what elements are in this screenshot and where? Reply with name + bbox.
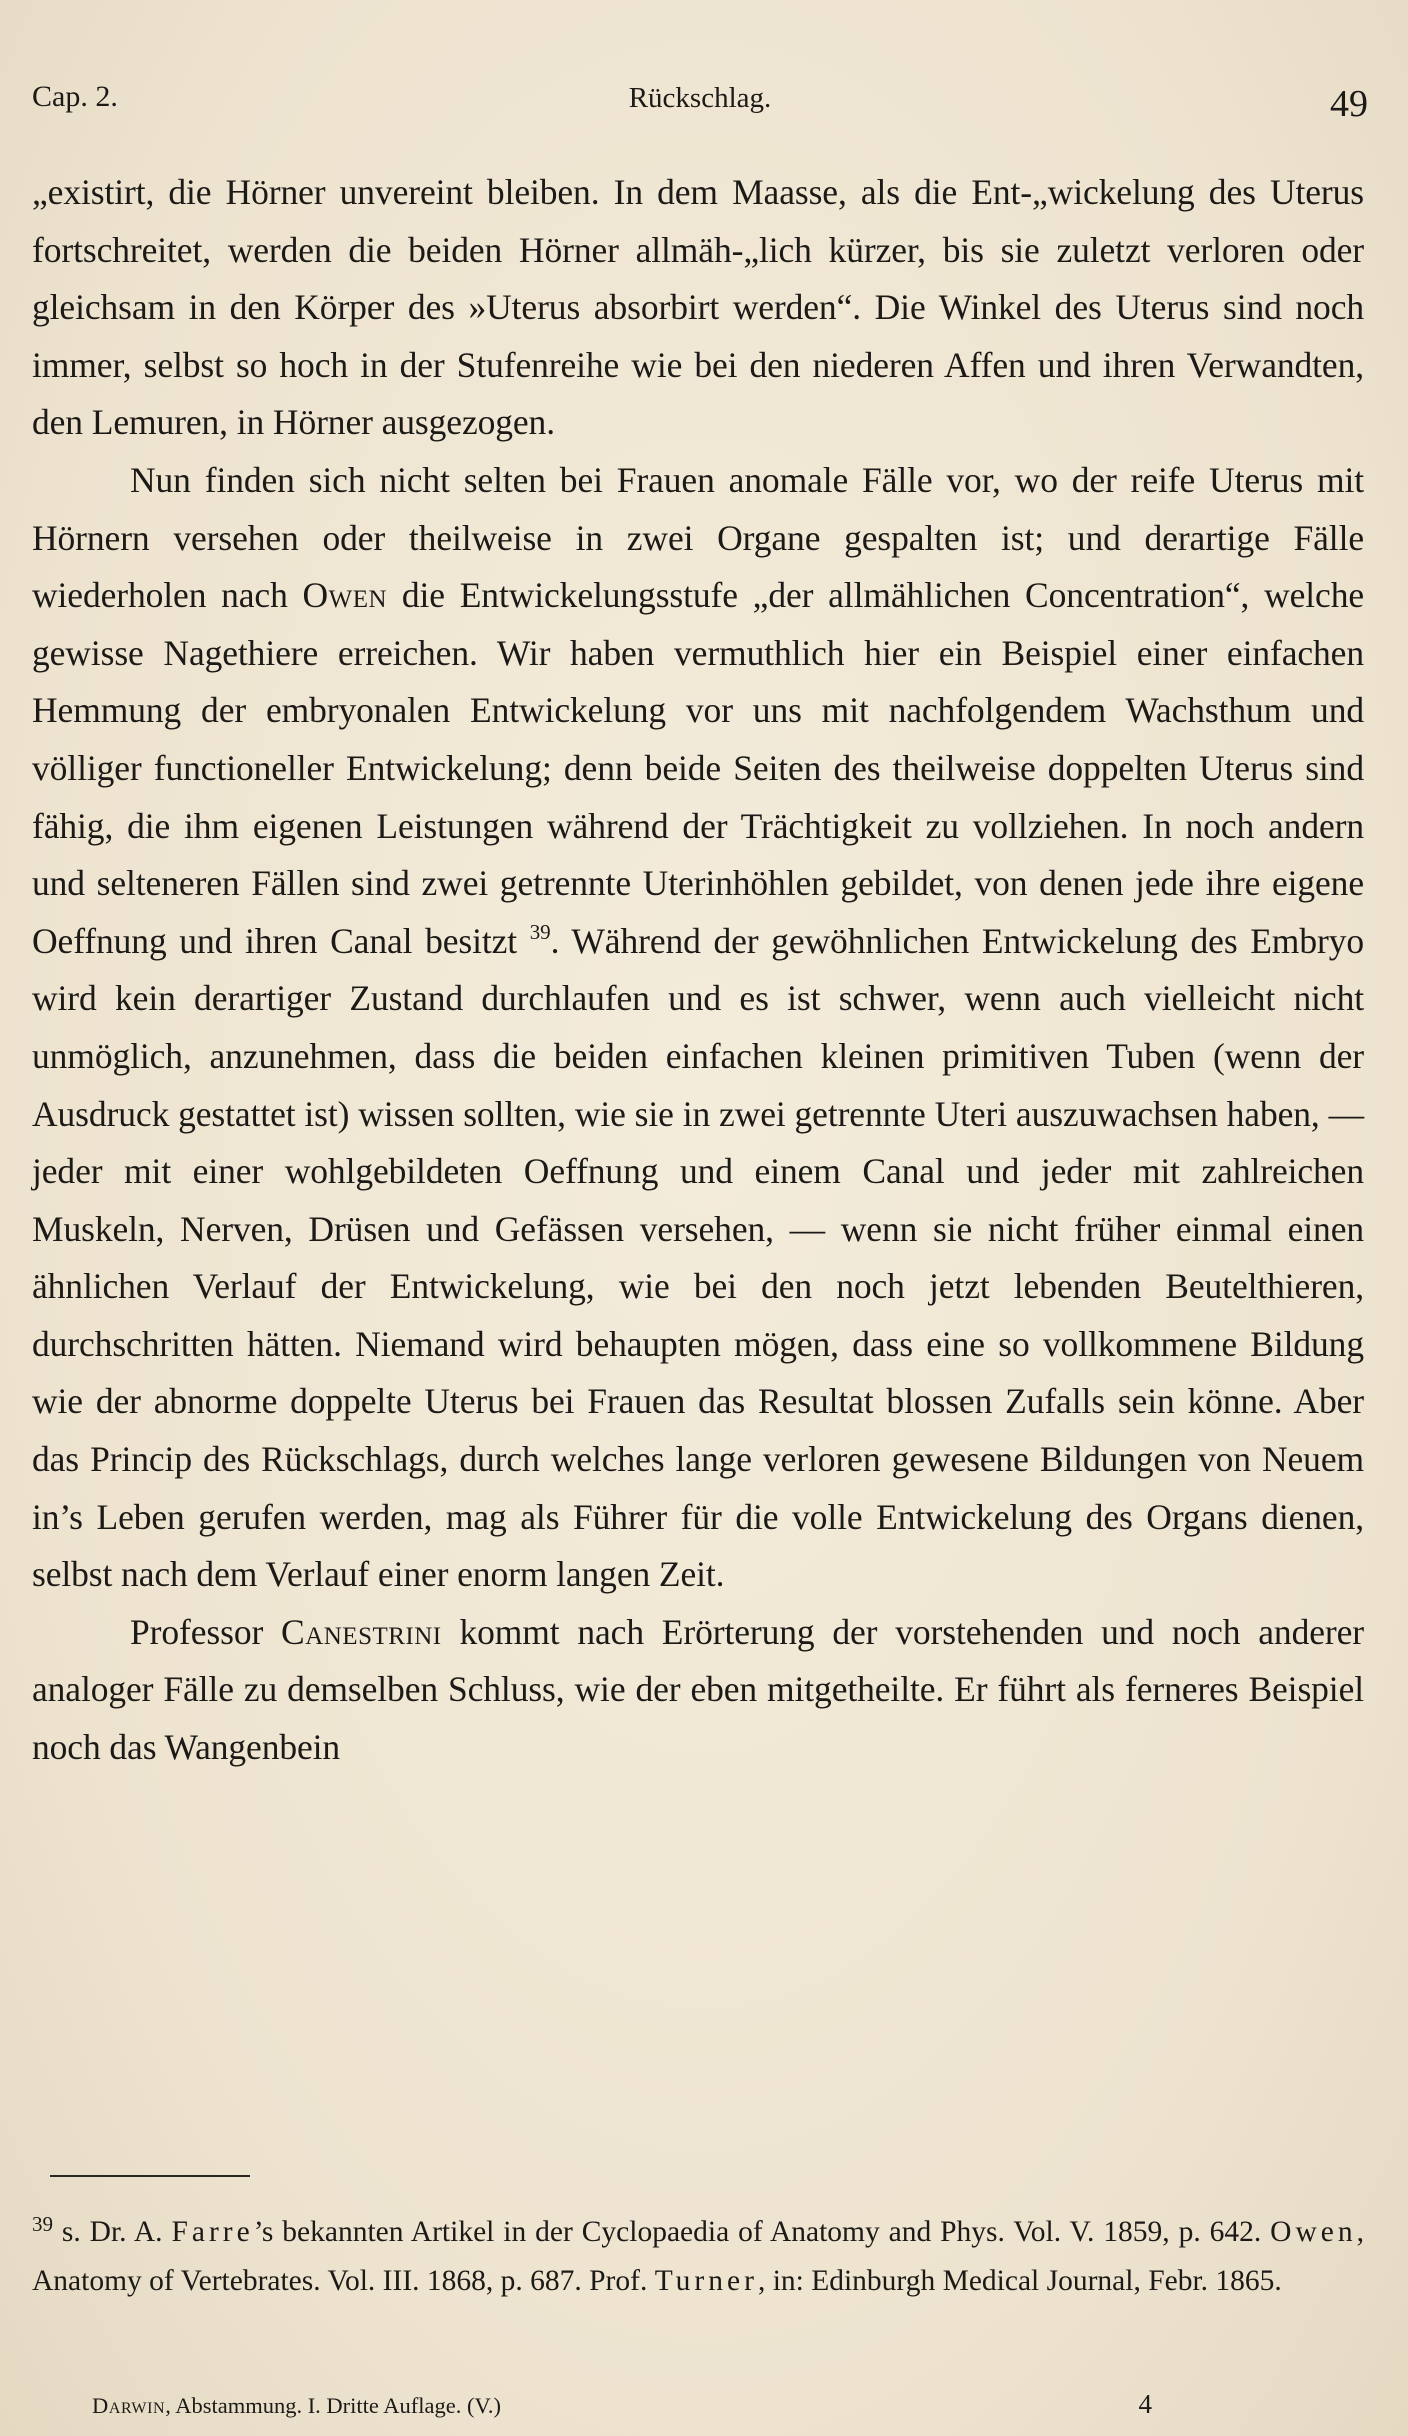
- signature-author: Darwin: [92, 2393, 166, 2418]
- name-sc: Owen: [302, 575, 388, 616]
- text-segment: die Entwickelungsstufe „der allmählichen Concentration“, welche gewisse Nagethiere erreichen. Wir haben vermuthlich hier ein Beispiel einer einfachen Hemmung der embryonalen Entwickelung vor uns mit nachfolgendem Wachsthum und völliger functioneller Entwickelung; denn beide Seiten des theilweise doppelten Uterus sind fähig, die ihm eigenen Leistungen während der Trächtigkeit zu vollziehen. In noch andern und selteneren Fällen sind zwei getrennte Uterinhöhlen gebildet, von denen jede ihre eigene Oeffnung und ihren Canal besitzt: [32, 575, 1364, 961]
- printer-signature: [92, 2389, 1152, 2419]
- text-segment: , in: Edinburgh Medical Journal, Febr. 1865.: [757, 2265, 1282, 2297]
- running-header: [32, 76, 1368, 132]
- name-sp: Owen: [1270, 2216, 1357, 2248]
- name-sp: Turner: [654, 2265, 758, 2297]
- text-segment: Professor: [130, 1611, 282, 1652]
- text-segment: . Während der gewöhnlichen Entwickelung des Embryo wird kein derartiger Zustand durchlaufen und es ist schwer, wenn auch vielleicht nicht unmöglich, anzunehmen, dass die beiden einfachen kleinen primitiven Tuben (wenn der Ausdruck gestattet ist) wissen sollten, wie sie in zwei getrennte Uteri auszuwachsen haben, — jeder mit einer wohlgebildeten Oeffnung und einem Canal und jeder mit zahlreichen Muskeln, Nerven, Drüsen und Gefässen versehen, — wenn sie nicht früher einmal einen ähnlichen Verlauf der Entwickelung, wie bei den noch jetzt lebenden Beutelthieren, durchschritten hätten. Niemand wird behaupten mögen, dass eine so vollkommene Bildung wie der abnorme doppelte Uterus bei Frauen das Resultat blossen Zufalls sein könne. Aber das Princip des Rückschlags, durch welches lange verloren gewesene Bildungen von Neuem in’s Leben gerufen werden, mag als Führer für die volle Entwickelung des Organs dienen, selbst nach dem Verlauf einer enorm langen Zeit.: [32, 920, 1364, 1595]
- main-text: [32, 164, 1364, 1777]
- chapter-label: Cap. 2.: [32, 80, 118, 113]
- page-number: 49: [1330, 83, 1368, 125]
- footnote-39: [32, 2208, 1364, 2306]
- footnote-text: [32, 2216, 1364, 2297]
- running-title: Rückschlag.: [628, 82, 772, 114]
- text-segment: „existirt, die Hörner unvereint bleiben. In dem Maasse, als die Ent-„wickelung des Uterus fortschreitet, werden die beiden Hörner allmäh-„lich kürzer, bis sie zuletzt verloren oder gleichsam in den Körper des »Uterus absorbirt werden“. Die Winkel des Uterus sind noch immer, selbst so hoch in der Stufenreihe wie bei den niederen Affen und ihren Verwandten, den Lemuren, in Hörner ausgezogen.: [32, 172, 1364, 443]
- signature-title: , Abstammung. I. Dritte Auflage. (V.): [165, 2393, 501, 2418]
- text-segment: Nun finden sich nicht selten bei Frauen anomale Fälle vor, wo der reife Uterus mit Hörnern versehen oder theilweise in zwei Organe gespalten ist; und derartige Fälle wiederholen nach: [32, 459, 1364, 616]
- footnote-number: 39: [32, 2212, 53, 2236]
- name-sp: Farre: [171, 2216, 254, 2248]
- paragraph-2: [32, 452, 1364, 1604]
- paragraph-1: [32, 164, 1364, 452]
- name-sc: Canestrini: [281, 1611, 442, 1652]
- footnote-divider: [50, 2175, 250, 2177]
- text-segment: s. Dr. A.: [53, 2216, 172, 2248]
- paragraph-3: [32, 1604, 1364, 1777]
- footnote-reference[interactable]: 39: [529, 919, 551, 944]
- text-segment: kommt nach Erörterung der vorstehenden und noch anderer analoger Fälle zu demselben Schluss, wie der eben mitgetheilte. Er führt als ferneres Beispiel noch das Wangenbein: [32, 1611, 1364, 1768]
- text-segment: ’s bekannten Artikel in der Cyclopaedia of Anatomy and Phys. Vol. V. 1859, p. 642.: [253, 2216, 1271, 2248]
- text-segment: , Anatomy of Vertebrates. Vol. III. 1868, p. 687. Prof.: [32, 2216, 1364, 2297]
- sheet-number: 4: [1138, 2389, 1152, 2419]
